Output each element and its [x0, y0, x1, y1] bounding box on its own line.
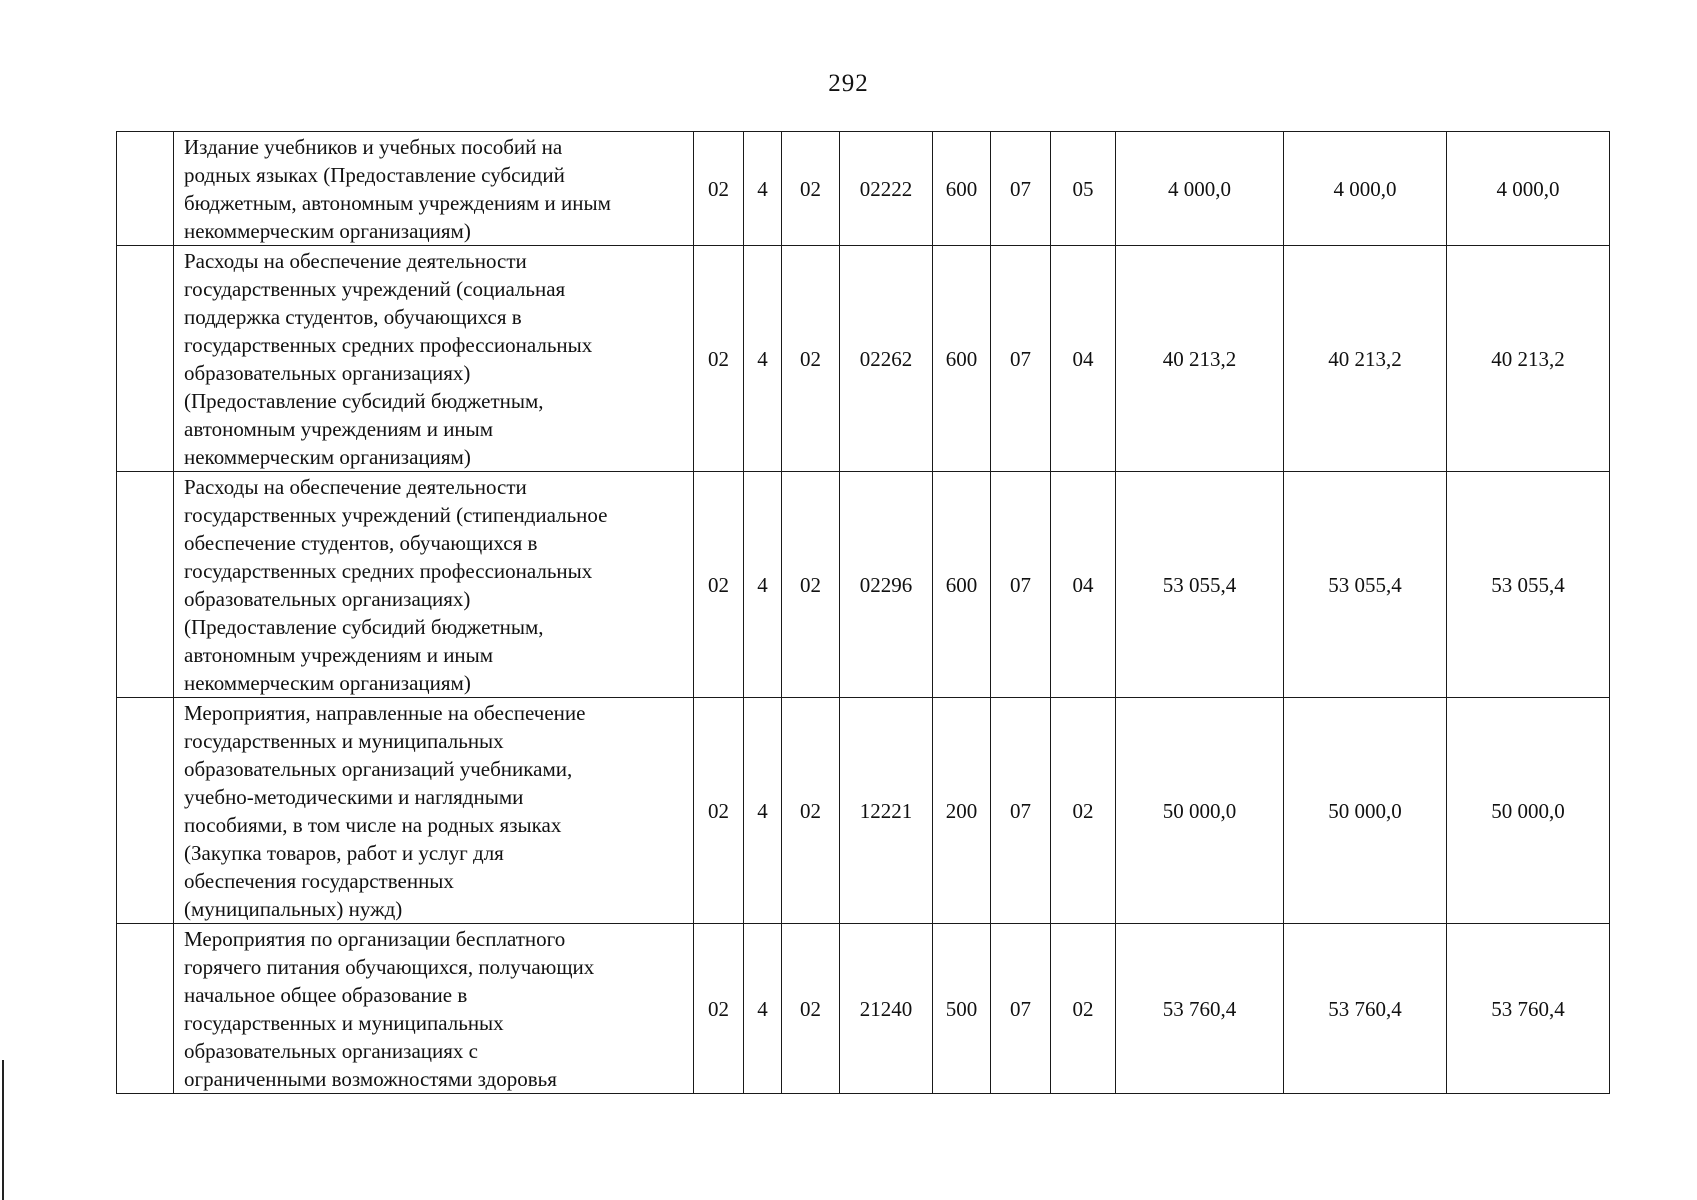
amount-cell: 53 055,4	[1284, 472, 1447, 698]
table-row	[117, 246, 1610, 472]
code-cell: 600	[933, 472, 991, 698]
scan-margin-line	[2, 1060, 4, 1200]
amount-cell: 4 000,0	[1116, 132, 1284, 246]
code-cell: 02	[1051, 924, 1116, 1094]
code-cell: 21240	[840, 924, 933, 1094]
code-cell: 02	[694, 132, 744, 246]
code-cell: 07	[991, 132, 1051, 246]
amount-cell: 40 213,2	[1116, 246, 1284, 472]
code-cell: 200	[933, 698, 991, 924]
description-cell: Мероприятия, направленные на обеспечение государственных и муниципальных образовательных организаций учебниками, учебно-методическими и наглядными пособиями, в том числе на родных языках (Закупка товаров, работ и услуг для обеспечения государственных (муниципальных) нужд)	[174, 698, 694, 924]
code-cell: 02	[694, 698, 744, 924]
code-cell: 4	[744, 924, 782, 1094]
amount-cell: 40 213,2	[1284, 246, 1447, 472]
code-cell: 500	[933, 924, 991, 1094]
code-cell: 02	[1051, 698, 1116, 924]
description-cell: Издание учебников и учебных пособий на родных языках (Предоставление субсидий бюджетным, автономным учреждениям и иным некоммерческим организациям)	[174, 132, 694, 246]
amount-cell: 4 000,0	[1447, 132, 1610, 246]
amount-cell: 53 055,4	[1447, 472, 1610, 698]
row-number-cell	[117, 132, 174, 246]
amount-cell: 50 000,0	[1116, 698, 1284, 924]
amount-cell: 53 760,4	[1447, 924, 1610, 1094]
code-cell: 02	[782, 698, 840, 924]
description-cell: Расходы на обеспечение деятельности государственных учреждений (социальная поддержка студентов, обучающихся в государственных средних профессиональных образовательных организациях) (Предоставление субсидий бюджетным, автономным учреждениям и иным некоммерческим организациям)	[174, 246, 694, 472]
code-cell: 07	[991, 472, 1051, 698]
table-row	[117, 132, 1610, 246]
table-row	[117, 698, 1610, 924]
amount-cell: 4 000,0	[1284, 132, 1447, 246]
code-cell: 07	[991, 924, 1051, 1094]
description-cell: Мероприятия по организации бесплатного горячего питания обучающихся, получающих начальное общее образование в государственных и муниципальных образовательных организациях с ограниченными возможностями здоровья	[174, 924, 694, 1094]
code-cell: 02	[782, 924, 840, 1094]
amount-cell: 50 000,0	[1447, 698, 1610, 924]
table-row	[117, 472, 1610, 698]
amount-cell: 50 000,0	[1284, 698, 1447, 924]
row-number-cell	[117, 472, 174, 698]
amount-cell: 53 760,4	[1116, 924, 1284, 1094]
code-cell: 07	[991, 698, 1051, 924]
code-cell: 02	[694, 924, 744, 1094]
code-cell: 05	[1051, 132, 1116, 246]
code-cell: 02	[782, 246, 840, 472]
code-cell: 4	[744, 246, 782, 472]
amount-cell: 53 055,4	[1116, 472, 1284, 698]
budget-table	[116, 131, 1610, 1094]
code-cell: 02222	[840, 132, 933, 246]
code-cell: 02262	[840, 246, 933, 472]
amount-cell: 40 213,2	[1447, 246, 1610, 472]
page-number: 292	[828, 70, 869, 97]
code-cell: 02	[782, 132, 840, 246]
code-cell: 4	[744, 472, 782, 698]
row-number-cell	[117, 924, 174, 1094]
code-cell: 04	[1051, 246, 1116, 472]
row-number-cell	[117, 698, 174, 924]
code-cell: 04	[1051, 472, 1116, 698]
code-cell: 600	[933, 132, 991, 246]
amount-cell: 53 760,4	[1284, 924, 1447, 1094]
code-cell: 600	[933, 246, 991, 472]
code-cell: 12221	[840, 698, 933, 924]
code-cell: 4	[744, 698, 782, 924]
code-cell: 02296	[840, 472, 933, 698]
table-row	[117, 924, 1610, 1094]
code-cell: 02	[782, 472, 840, 698]
code-cell: 4	[744, 132, 782, 246]
code-cell: 02	[694, 246, 744, 472]
code-cell: 02	[694, 472, 744, 698]
row-number-cell	[117, 246, 174, 472]
code-cell: 07	[991, 246, 1051, 472]
description-cell: Расходы на обеспечение деятельности государственных учреждений (стипендиальное обеспечение студентов, обучающихся в государственных средних профессиональных образовательных организациях) (Предоставление субсидий бюджетным, автономным учреждениям и иным некоммерческим организациям)	[174, 472, 694, 698]
